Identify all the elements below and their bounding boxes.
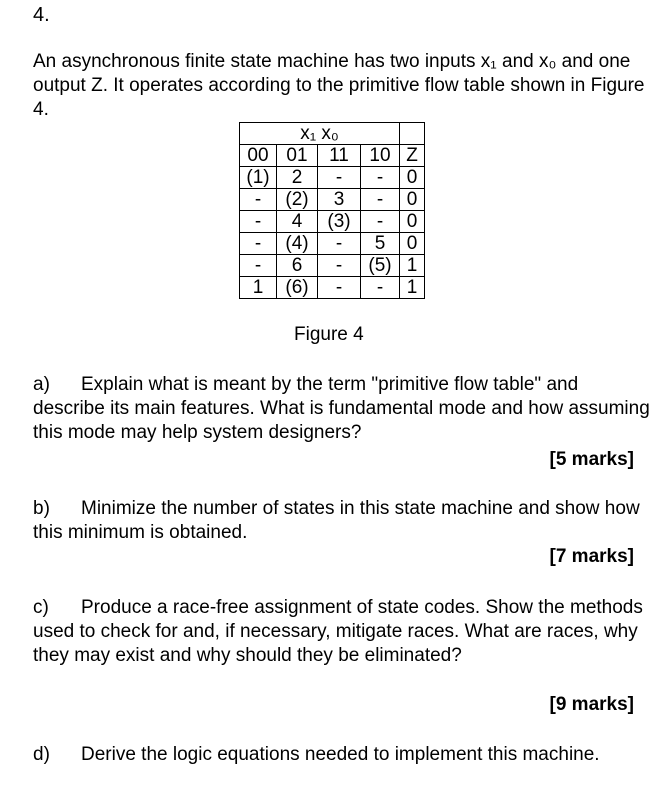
table-cell: -	[318, 233, 361, 255]
output-cell: 0	[400, 189, 425, 211]
table-cell: (5)	[361, 255, 400, 277]
part-label: c)	[33, 597, 49, 618]
output-header-spacer	[400, 123, 425, 145]
marks-a: [5 marks]	[549, 449, 634, 470]
part-a	[33, 373, 653, 445]
table-cell: (6)	[277, 277, 318, 299]
table-cell: -	[240, 211, 277, 233]
table-cell: -	[361, 167, 400, 189]
table-cell: (2)	[277, 189, 318, 211]
table-cell: -	[361, 211, 400, 233]
table-cell: 6	[277, 255, 318, 277]
question-number: 4.	[33, 4, 50, 26]
part-label: a)	[33, 374, 50, 395]
intro-paragraph: An asynchronous finite state machine has two inputs x₁ and x₀ and one output Z. It operates according to the primitive flow table shown in Figure 4.	[33, 51, 645, 120]
output-header: Z	[400, 145, 425, 167]
table-cell: 4	[277, 211, 318, 233]
output-cell: 0	[400, 211, 425, 233]
table-row	[240, 189, 425, 211]
table-row	[240, 255, 425, 277]
table-row	[240, 167, 425, 189]
table-row	[240, 233, 425, 255]
output-cell: 0	[400, 167, 425, 189]
table-column-row	[240, 145, 425, 167]
part-label: d)	[33, 744, 50, 765]
part-b	[33, 497, 653, 545]
table-cell: 2	[277, 167, 318, 189]
output-cell: 1	[400, 277, 425, 299]
table-row	[240, 211, 425, 233]
part-text: Produce a race-free assignment of state codes. Show the methods used to check for and, if necessary, mitigate races. What are races, why they may exist and why should they be eliminated?	[33, 597, 643, 666]
output-cell: 0	[400, 233, 425, 255]
column-header: 11	[318, 145, 361, 167]
part-text: Explain what is meant by the term "primitive flow table" and describe its main features. What is fundamental mode and how assuming this mode may help system designers?	[33, 374, 650, 443]
table-cell: (4)	[277, 233, 318, 255]
column-header: 10	[361, 145, 400, 167]
output-cell: 1	[400, 255, 425, 277]
table-cell: (1)	[240, 167, 277, 189]
table-header-row	[240, 123, 425, 145]
marks-c: [9 marks]	[549, 694, 634, 715]
part-d	[33, 743, 653, 767]
table-cell: -	[361, 277, 400, 299]
table-cell: -	[318, 255, 361, 277]
table-cell: -	[361, 189, 400, 211]
table-cell: 1	[240, 277, 277, 299]
table-cell: -	[240, 233, 277, 255]
table-row	[240, 277, 425, 299]
part-text: Minimize the number of states in this state machine and show how this minimum is obtained.	[33, 498, 640, 543]
part-text: Derive the logic equations needed to implement this machine.	[81, 744, 600, 765]
table-cell: -	[240, 255, 277, 277]
input-header: x₁ x₀	[240, 123, 400, 145]
table-cell: 3	[318, 189, 361, 211]
part-label: b)	[33, 498, 50, 519]
table-cell: -	[318, 277, 361, 299]
column-header: 01	[277, 145, 318, 167]
table-cell: (3)	[318, 211, 361, 233]
part-c	[33, 596, 653, 668]
table-cell: 5	[361, 233, 400, 255]
column-header: 00	[240, 145, 277, 167]
table-cell: -	[240, 189, 277, 211]
primitive-flow-table	[239, 122, 425, 299]
figure-caption: Figure 4	[294, 324, 364, 345]
table-cell: -	[318, 167, 361, 189]
marks-b: [7 marks]	[549, 546, 634, 567]
